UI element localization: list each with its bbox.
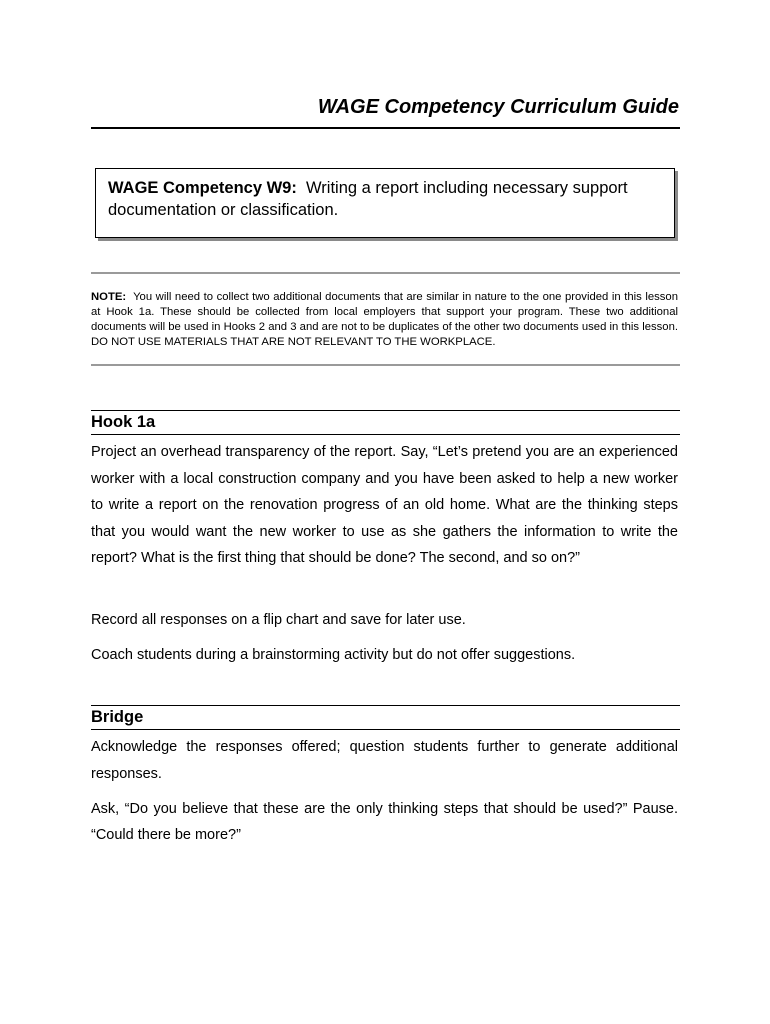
note-label: NOTE: [91,291,127,303]
hook-divider-top [91,410,680,411]
competency-label: WAGE Competency W9: [108,179,297,197]
bridge-paragraph: Ask, “Do you believe that these are the only thinking steps that should be used?” Pause. “Could there be more?” [91,801,678,843]
note-block [91,290,678,350]
hook-divider-bottom [91,434,680,435]
bridge-divider-bottom [91,729,680,730]
competency-box [95,168,675,238]
note-text: You will need to collect two additional documents that are similar in nature to the one provided in this lesson at Hook 1a. These should be collected from local employers that support your program. These two additional documents will be used in Hooks 2 and 3 and are not to be duplicates of the other two documents used in this lesson. DO NOT USE MATERIALS THAT ARE NOT RELEVANT TO THE WORKPLACE. [91,291,678,348]
page-header-title: WAGE Competency Curriculum Guide [317,96,679,118]
hook-paragraph: Coach students during a brainstorming activity but do not offer suggestions. [91,647,576,663]
note-divider-top [91,272,680,274]
hook-paragraph: Record all responses on a flip chart and save for later use. [91,612,466,628]
competency-text: Writing a report including necessary support documentation or classification. [108,179,628,219]
bridge-section-title: Bridge [91,708,144,726]
note-divider-bottom [91,364,680,366]
hook-section-title: Hook 1a [91,413,156,431]
header-divider [91,127,680,129]
bridge-paragraph: Acknowledge the responses offered; question students further to generate additional responses. [91,739,678,782]
bridge-divider-top [91,705,680,706]
hook-paragraph: Project an overhead transparency of the report. Say, “Let’s pretend you are an experienced worker with a local construction company and you have been asked to help a new worker to write a report on the renovation progress of an old home. What are the thinking steps that you would want the new worker to use as she gathers the information to write the report? What is the first thing that should be done? The second, and so on?” [91,444,678,567]
